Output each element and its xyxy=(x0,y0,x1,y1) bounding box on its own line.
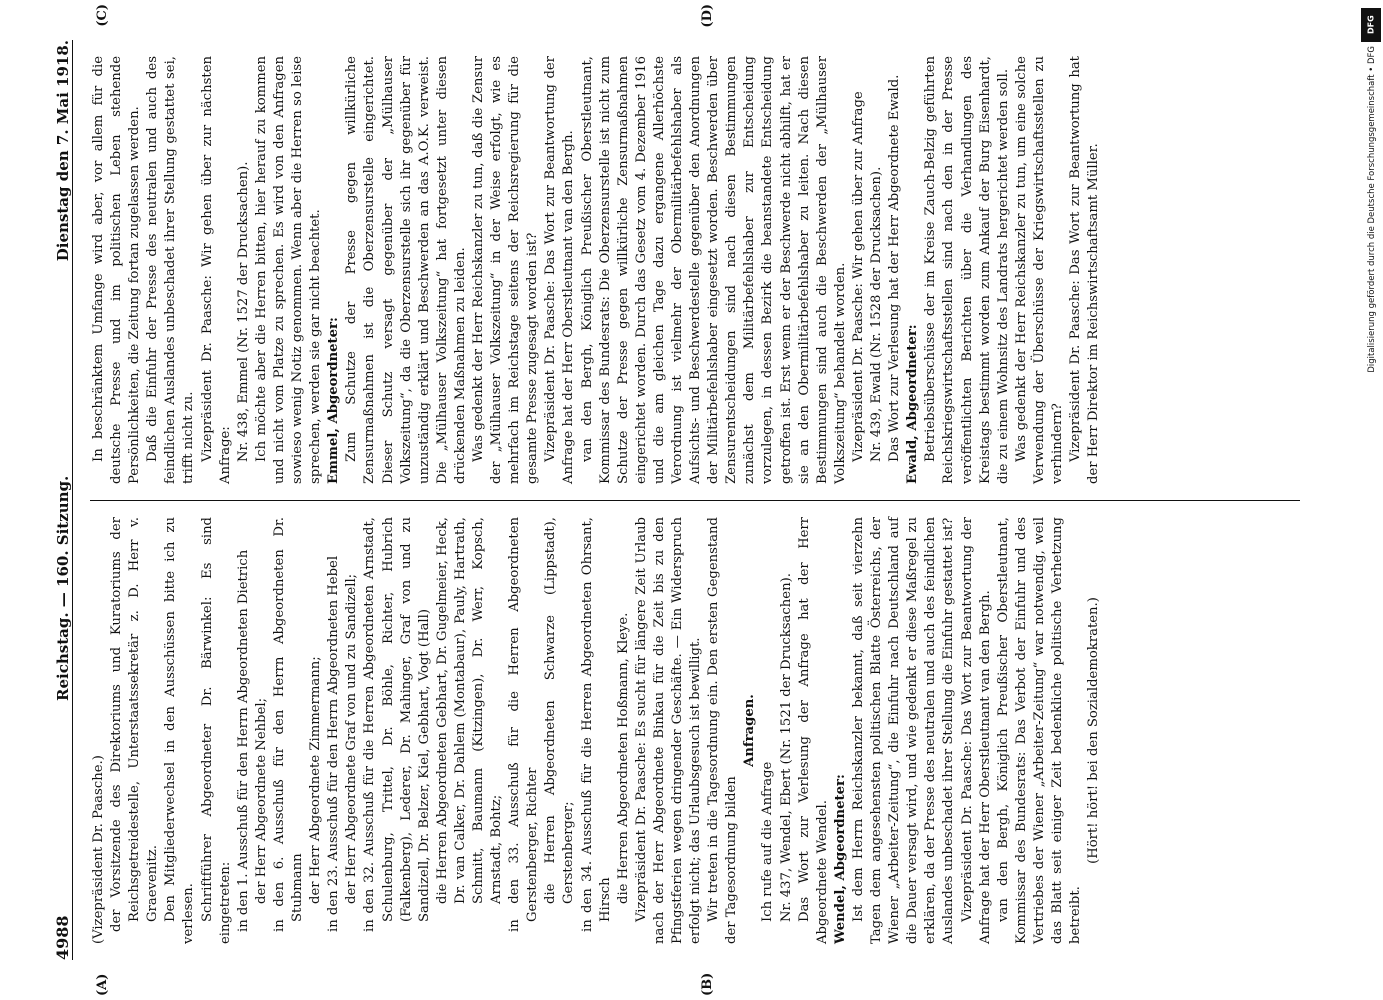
paragraph: der Vorsitzende des Direktoriums und Kuratoriums der Reichsgetreidestelle, Unterstaatssekretär z. D. Herr v. Graevenitz. xyxy=(109,517,161,932)
digitization-credit: Digitalisierung gefördert durch die Deutsche Forschungsgemeinschaft • DFG xyxy=(1367,46,1377,373)
list-item: in den 23. Ausschuß für den Herrn Abgeordneten Hebel xyxy=(326,555,342,932)
paragraph: Was gedenkt der Herr Reichskanzler zu tun, um eine solche Verwendung der Überschüsse der Kriegswirtschaftsstellen zu verhindern? xyxy=(1013,56,1065,484)
header-left-title: Reichstag. — 160. Sitzung. xyxy=(54,475,72,701)
paragraph: Vizepräsident Dr. Paasche: Wir gehen über zur Anfrage xyxy=(850,91,866,462)
margin-label-d: (D) xyxy=(700,4,715,28)
list-item: die Herren Abgeordneten Schwarze (Lippstadt), Gerstenberger; xyxy=(543,517,577,904)
paragraph: Zum Schutze der Presse gegen willkürliche Zensurmaßnahmen ist die Oberzensurstelle eingerichtet. Dieser Schutz versagt gegenüber der „Mülhauser Volkszeitung“, da die Oberzensurstelle sich ihr gegenüber für unzuständig erklärt und Beschwerden an das A.O.K. verweist. Die „Mülhauser Volkszeitung“ hat fortgesetzt unter diesen drückenden Maßnahmen zu leiden. xyxy=(344,56,468,484)
interjection: (Hört! hört! bei den Sozialdemokraten.) xyxy=(1086,597,1102,864)
margin-label-b: (B) xyxy=(700,972,715,996)
paragraph: Schriftführer Abgeordneter Dr. Bärwinkel: Es sind eingetreten: xyxy=(199,517,233,944)
list-item: in den 34. Ausschuß für die Herren Abgeordneten Ohrsant, Hirsch xyxy=(579,517,613,932)
paragraph: van den Bergh, Königlich Preußischer Oberstleutnant, Kommissar des Bundesrats: Das Verbot der Einfuhr und des Vertriebes der Wiener „Arbeiter-Zeitung“ war notwendig, weil das Blatt seit einiger Zeit bedenkliche politische Verhetzung betreibt. xyxy=(995,517,1084,944)
paragraph: Ist dem Herrn Reichskanzler bekannt, daß seit vierzehn Tagen dem angesehensten politischen Blatte Österreichs, der Wiener „Arbeiter-Zeitung“, die Einfuhr nach Deutschland auf die Dauer versagt wird, und wie gedenkt er diese Maßregel zu erklären, da der Presse des neutralen und auch des feindlichen Auslandes unbeschadet ihrer Stellung die Einfuhr gestattet ist? xyxy=(850,517,957,944)
paragraph: Wir treten in die Tagesordnung ein. Den ersten Gegenstand der Tagesordnung bilden xyxy=(706,517,740,944)
paragraph: Vizepräsident Dr. Paasche: Das Wort zur Beantwortung hat der Herr Direktor im Reichswirtschaftsamt Müller. xyxy=(1068,56,1102,484)
right-column xyxy=(90,40,1300,500)
list-item: in den 1. Ausschuß für den Herrn Abgeordneten Dietrich xyxy=(235,549,251,932)
speaker-heading: Wendel, Abgeordneter: xyxy=(832,774,848,944)
list-item: in den 6. Ausschuß für den Herrn Abgeordneten Dr. Stubmann xyxy=(271,517,306,932)
paragraph: Ich rufe auf die Anfrage xyxy=(760,761,776,922)
speaker-heading: Emmel, Abgeordneter: xyxy=(326,317,342,484)
paragraph: Was gedenkt der Herr Reichskanzler zu tun, daß die Zensur der „Mülhauser Volkszeitung“ in der Weise erfolgt, wie es mehrfach im Reichstage seitens der Reichsregierung für die gesamte Presse zugesagt worden ist? xyxy=(470,56,541,484)
page-number: 4988 xyxy=(53,915,72,960)
paragraph: van den Bergh, Königlich Preußischer Oberstleutnant, Kommissar des Bundesrats: Die Oberzensurstelle ist nicht zum Schutze der Presse gegen willkürliche Zensurmaßnahmen eingerichtet worden. Durch das Gesetz vom 4. Dezember 1916 und die am gleichen Tage dazu ergangene Allerhöchste Verordnung ist vielmehr der Obermilitärbefehlshaber als Aufsichts- und Beschwerdestelle gegenüber den Anordnungen der Militärbefehlshaber eingesetzt worden. Beschwerden über Zensurentscheidungen sind nach diesen Bestimmungen zunächst dem Militärbefehlshaber zur Entscheidung vorzulegen, in dessen Bezirk die beanstandete Entscheidung getroffen ist. Erst wenn er der Beschwerde nicht abhilft, hat er sie an den Obermilitärbefehlshaber zu leiten. Nach diesen Bestimmungen sind auch die Beschwerden der „Mülhauser Volkszeitung“ behandelt worden. xyxy=(579,56,848,484)
paragraph: Vizepräsident Dr. Paasche: Das Wort zur Beantwortung der Anfrage hat der Herr Oberstleutnant van den Bergh. xyxy=(543,56,577,484)
paragraph: Ich möchte aber die Herren bitten, hier herauf zu kommen und nicht vom Platze zu sprechen. Es wird von den Anfragen sowieso wenig Notiz genommen. Wenn aber die Herren so leise sprechen, werden sie gar nicht beachtet. xyxy=(253,56,324,484)
list-item: der Herr Abgeordnete Graf von und zu Sandizell; xyxy=(344,573,360,904)
margin-label-c: (C) xyxy=(95,4,110,27)
paragraph: In beschränktem Umfange wird aber, vor allem für die deutsche Presse und im politischen Leben stehende Persönlichkeiten, die Zeitung fortan zugelassen werden. xyxy=(91,56,143,484)
paragraph: Nr. 438, Emmel (Nr. 1527 der Drucksachen). xyxy=(235,161,251,462)
paragraph: Vizepräsident Dr. Paasche: Es sucht für längere Zeit Urlaub nach der Herr Abgeordnete Binkau für die Zeit bis zu den Pfingstferien wegen dringender Geschäfte. — Ein Widerspruch erfolgt nicht; das Urlaubsgesuch ist bewilligt. xyxy=(633,517,704,944)
speaker-note: (Vizepräsident Dr. Paasche.) xyxy=(91,755,106,944)
left-column xyxy=(90,500,1300,960)
paragraph: Vizepräsident Dr. Paasche: Das Wort zur Beantwortung der Anfrage hat der Herr Oberstleutnant van den Bergh. xyxy=(959,517,993,944)
list-item: die Herren Abgeordneten Hoßmann, Kleye. xyxy=(615,612,631,904)
page-header xyxy=(48,40,73,960)
list-item: der Herr Abgeordnete Zimmermann; xyxy=(308,656,324,904)
paragraph: Betriebsüberschüsse der im Kreise Zauch-Belzig geführten Reichskriegswirtschaftsstellen sind nach den in der Presse veröffentlichten Berichten über die Verhandlungen des Kreistags bestimmt worden zum Ankauf der Burg Eisenhardt, die zu einem Wohnsitz des Landrats hergerichtet werden soll. xyxy=(923,56,1011,484)
paragraph: Das Wort zur Verlesung der Anfrage hat der Herr Abgeordnete Wendel. xyxy=(796,517,830,944)
section-heading: Anfragen. xyxy=(742,694,758,767)
header-right-title: Dienstag den 7. Mai 1918. xyxy=(54,40,72,262)
list-item: die Herren Abgeordneten Gebhart, Dr. Gugelmeier, Heck, Dr. van Calker, Dr. Dahlem (Montabaur), Pauly, Hartrath, Schmitt, Baumann (Kitzingen), Dr. Werr, Kopsch, Arnstadt, Bohtz; xyxy=(434,517,505,904)
speaker-heading: Ewald, Abgeordneter: xyxy=(905,324,921,484)
paragraph: Nr. 437, Wendel, Ebert (Nr. 1521 der Drucksachen). xyxy=(778,573,794,922)
list-item: der Herr Abgeordnete Nehbel; xyxy=(253,697,269,904)
margin-label-a: (A) xyxy=(95,973,110,996)
list-item: in den 32. Ausschuß für die Herren Abgeordneten Arnstadt, Schulenburg, Trittel, Dr. Böhle, Richter, Hubrich (Falkenberg), Lederer, Dr. Mahinger, Graf von und zu Sandizell, Dr. Belzer, Kiel, Gebhart, Vogt (Hall) xyxy=(362,517,432,932)
paragraph: Nr. 439, Ewald (Nr. 1528 der Drucksachen). xyxy=(869,166,885,462)
paragraph: Das Wort zur Verlesung hat der Herr Abgeordnete Ewald. xyxy=(887,74,903,462)
paragraph: Vizepräsident Dr. Paasche: Wir gehen über zur nächsten Anfrage: xyxy=(199,56,233,484)
text-columns xyxy=(90,40,1300,960)
paragraph: Daß die Einfuhr der Presse des neutralen und auch des feindlichen Auslandes unbeschadet ihrer Stellung gestattet sei, trifft nicht zu. xyxy=(145,56,197,484)
list-item: in den 33. Ausschuß für die Herren Abgeordneten Gerstenberger, Richter xyxy=(507,517,541,932)
dfg-logo: DFG xyxy=(1361,8,1381,42)
paragraph: Den Mitgliederwechsel in den Ausschüssen bitte ich zu verlesen. xyxy=(163,517,197,944)
